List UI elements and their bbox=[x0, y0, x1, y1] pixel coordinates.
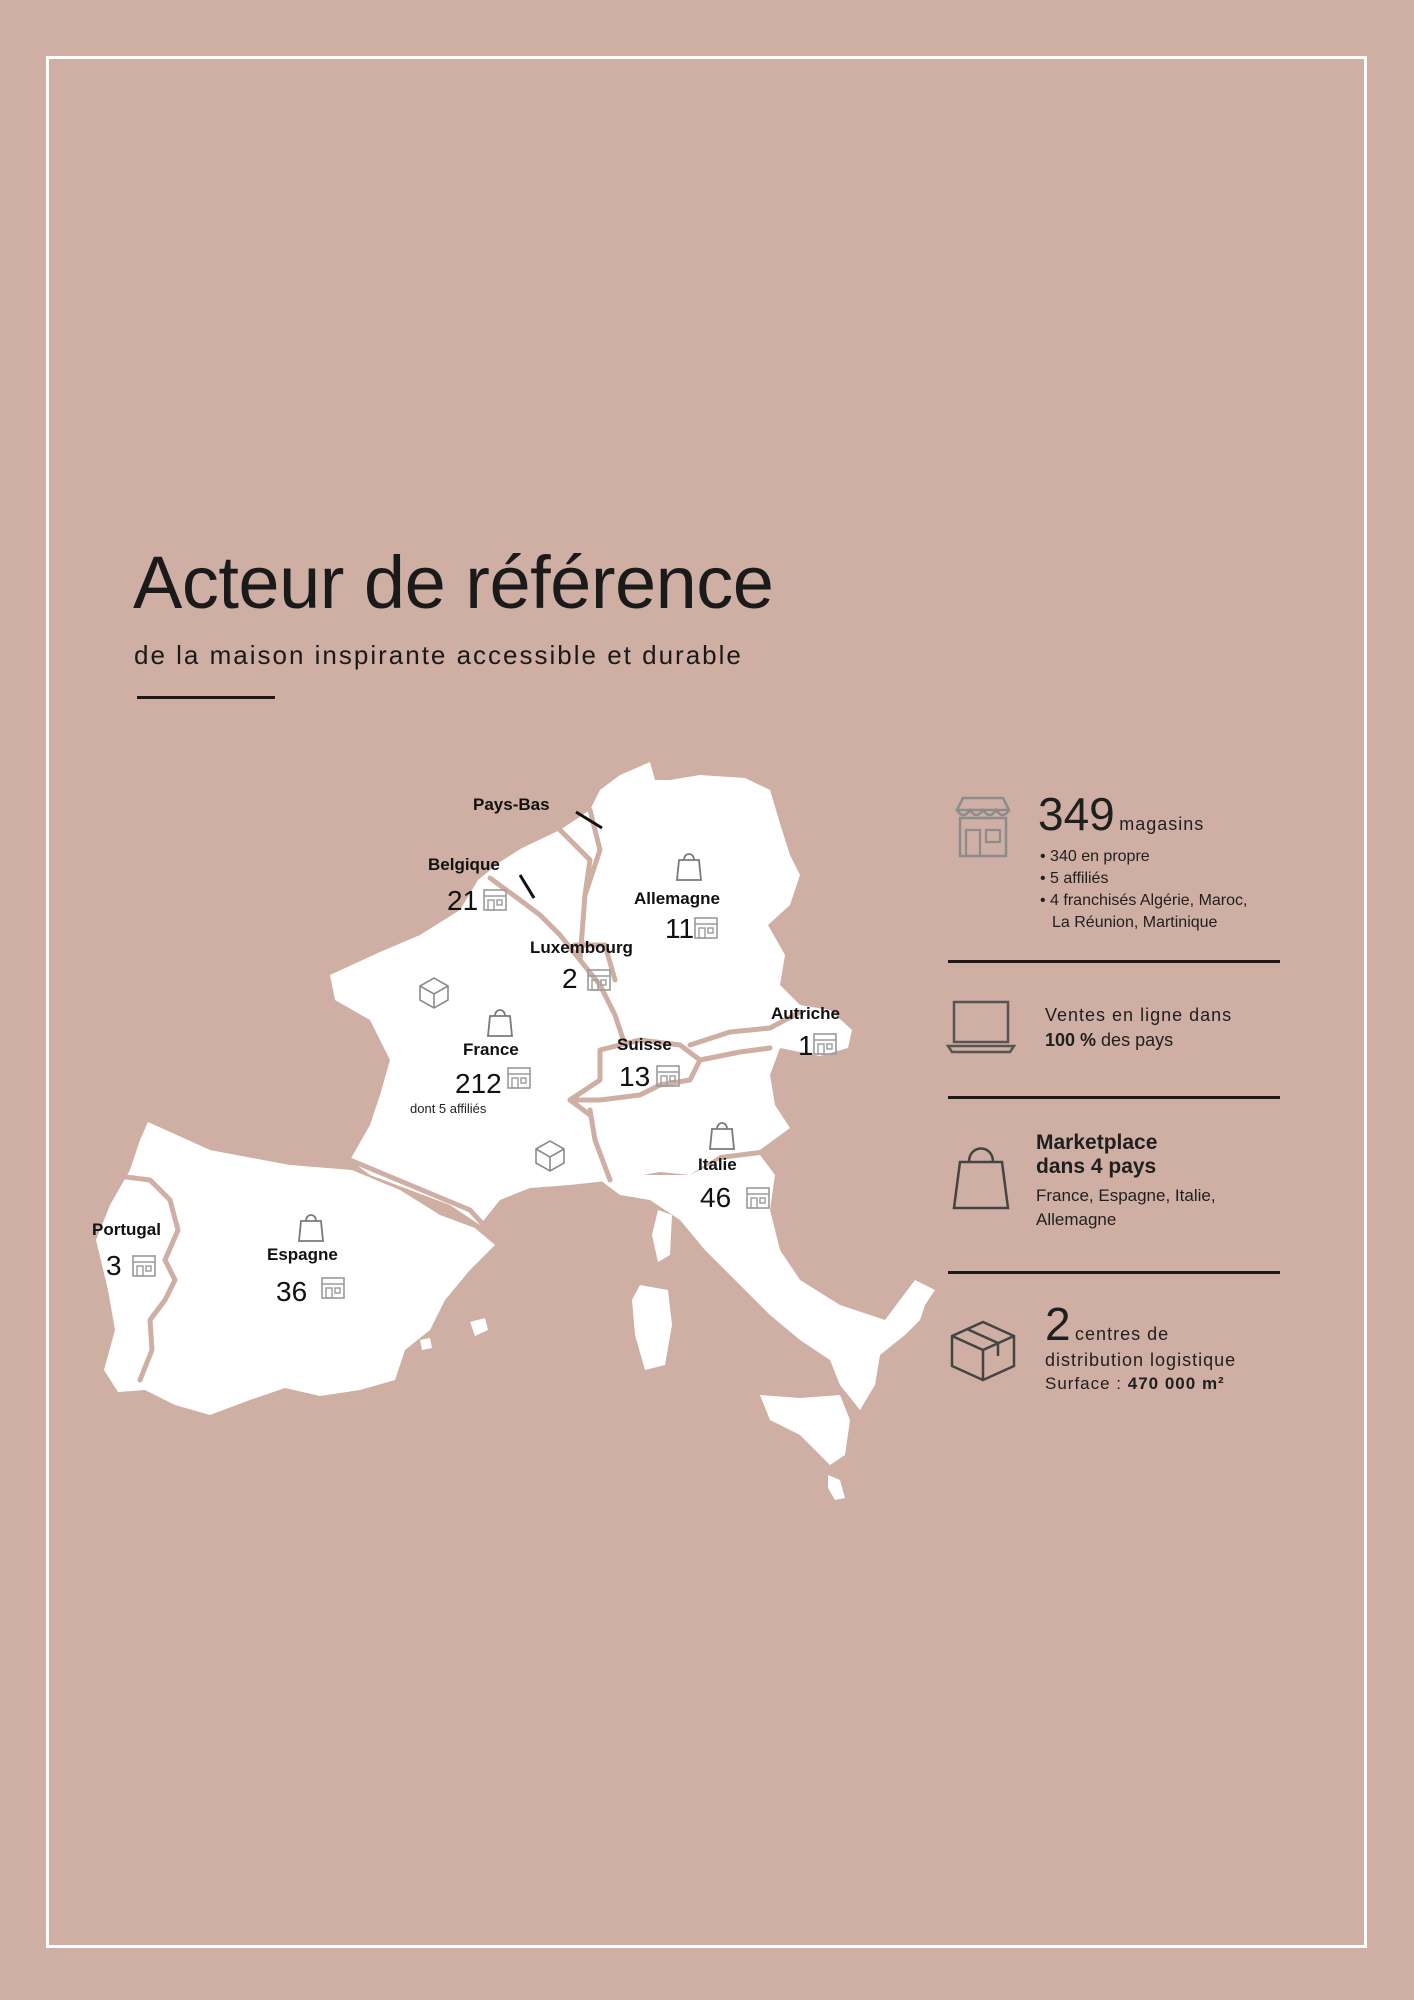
stats-divider bbox=[948, 1096, 1280, 1099]
stores-detail-1: • 340 en propre bbox=[1040, 848, 1150, 865]
country-label-italie: Italie bbox=[698, 1155, 737, 1174]
stores-detail-2: • 5 affiliés bbox=[1040, 870, 1109, 887]
logistics-total: 2 bbox=[1045, 1298, 1071, 1350]
logistics-line-1: distribution logistique bbox=[1045, 1350, 1237, 1370]
balearic-islet bbox=[420, 1338, 432, 1350]
logistics-surface-value: 470 000 m² bbox=[1127, 1374, 1225, 1393]
country-label-espagne: Espagne bbox=[267, 1245, 338, 1264]
store-count-portugal: 3 bbox=[106, 1250, 122, 1281]
country-label-belgique: Belgique bbox=[428, 855, 500, 874]
country-label-portugal: Portugal bbox=[92, 1220, 161, 1239]
online-line-2 bbox=[1045, 1029, 1173, 1051]
logistics-stat bbox=[1045, 1297, 1169, 1351]
country-label-luxembourg: Luxembourg bbox=[530, 938, 633, 957]
stats-divider bbox=[948, 960, 1280, 963]
store-count-luxembourg: 2 bbox=[562, 963, 578, 994]
stores-total: 349 bbox=[1038, 788, 1115, 840]
sicily-landmass bbox=[760, 1395, 850, 1465]
store-count-france: 212 bbox=[455, 1068, 502, 1099]
shopping-bag-icon bbox=[952, 1142, 1010, 1212]
marketplace-title-1: Marketplace bbox=[1036, 1131, 1158, 1154]
store-count-belgique: 21 bbox=[447, 885, 479, 916]
central-europe-landmass bbox=[330, 762, 852, 1225]
store-count-suisse: 13 bbox=[619, 1061, 651, 1092]
laptop-icon bbox=[946, 998, 1016, 1056]
marketplace-countries-1: France, Espagne, Italie, bbox=[1036, 1186, 1216, 1205]
balearic-islet bbox=[470, 1318, 488, 1336]
page-title: Acteur de référence bbox=[133, 541, 774, 624]
logistics-surface-label: Surface : bbox=[1045, 1374, 1128, 1393]
country-label-autriche: Autriche bbox=[771, 1004, 840, 1023]
store-count-espagne: 36 bbox=[276, 1276, 308, 1307]
logistics-unit: centres de bbox=[1075, 1324, 1170, 1344]
storefront-icon bbox=[955, 796, 1011, 858]
country-label-pays-bas: Pays-Bas bbox=[473, 795, 550, 814]
stats-divider bbox=[948, 1271, 1280, 1274]
france-affiliates-note: dont 5 affiliés bbox=[410, 1101, 487, 1116]
online-line-1: Ventes en ligne dans bbox=[1045, 1005, 1233, 1025]
marketplace-countries-2: Allemagne bbox=[1036, 1210, 1117, 1229]
italy-islet bbox=[828, 1475, 845, 1500]
stores-detail-3: • 4 franchisés Algérie, Maroc, bbox=[1040, 892, 1248, 909]
marketplace-title-2: dans 4 pays bbox=[1036, 1155, 1157, 1178]
box-icon bbox=[948, 1318, 1018, 1384]
corsica-landmass bbox=[652, 1210, 672, 1262]
sardinia-landmass bbox=[632, 1285, 672, 1370]
stores-unit: magasins bbox=[1119, 814, 1205, 834]
stores-detail-4: La Réunion, Martinique bbox=[1052, 914, 1218, 931]
country-label-allemagne: Allemagne bbox=[634, 889, 720, 908]
store-count-autriche: 1 bbox=[798, 1030, 814, 1061]
logistics-line-2 bbox=[1045, 1374, 1225, 1394]
online-suffix: des pays bbox=[1096, 1030, 1174, 1050]
country-label-france: France bbox=[463, 1040, 519, 1059]
country-label-suisse: Suisse bbox=[617, 1035, 672, 1054]
page-subtitle: de la maison inspirante accessible et durable bbox=[134, 640, 743, 670]
store-count-allemagne: 11 bbox=[665, 913, 695, 944]
online-percentage: 100 % bbox=[1045, 1030, 1097, 1050]
stores-stat bbox=[1038, 787, 1204, 841]
store-count-italie: 46 bbox=[700, 1182, 732, 1213]
